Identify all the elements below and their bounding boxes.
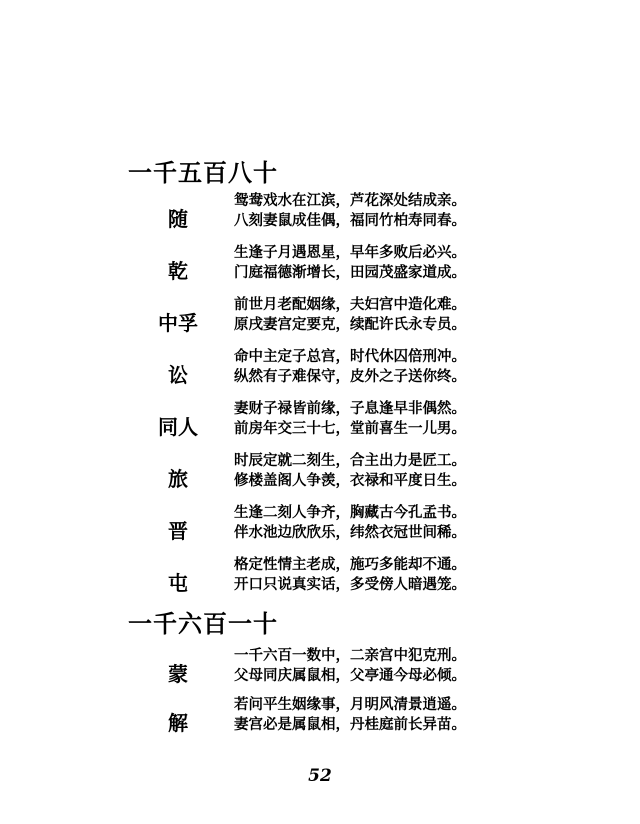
hexagram-label: 随 bbox=[168, 207, 188, 231]
verse-line-2: 八刻妻鼠成佳偶，福同竹柏寿同春。 bbox=[234, 212, 466, 229]
verse-line-1: 生逢子月遇恩星，早年多败后必兴。 bbox=[234, 244, 466, 261]
hexagram-label: 解 bbox=[168, 711, 188, 735]
verse-line-2: 修楼盖阁人争羡，衣禄和平度日生。 bbox=[234, 472, 466, 489]
entry-meng bbox=[0, 646, 640, 692]
verse-line-1: 妻财子禄皆前缘，子息逢早非偶然。 bbox=[234, 400, 466, 417]
verse-line-2: 纵然有子难保守，皮外之子送你终。 bbox=[234, 368, 466, 385]
verse-line-2: 门庭福德渐增长，田园茂盛家道成。 bbox=[234, 264, 466, 281]
verse-line-1: 鸳鸯戏水在江滨，芦花深处结成亲。 bbox=[234, 192, 466, 209]
hexagram-label: 同人 bbox=[158, 415, 198, 439]
verse-line-2: 伴水池边欣欣乐，纬然衣冠世间稀。 bbox=[234, 524, 466, 541]
entry-song bbox=[0, 347, 640, 393]
hexagram-label: 蒙 bbox=[168, 662, 188, 686]
entry-tongren bbox=[0, 399, 640, 445]
verse-line-1: 一千六百一数中，二亲宫中犯克刑。 bbox=[234, 647, 466, 664]
verse-line-1: 命中主定子总宫，时代休囚倍刑冲。 bbox=[234, 348, 466, 365]
verse-line-2: 开口只说真实话，多受傍人暗遇笼。 bbox=[234, 576, 466, 593]
verse-line-2: 前房年交三十七，堂前喜生一儿男。 bbox=[234, 420, 466, 437]
section-heading-1580: 一千五百八十 bbox=[128, 158, 278, 187]
verse-line-1: 时辰定就二刻生，合主出力是匠工。 bbox=[234, 452, 466, 469]
hexagram-label: 屯 bbox=[168, 571, 188, 595]
section-heading-1610: 一千六百一十 bbox=[128, 609, 278, 638]
entry-lv bbox=[0, 451, 640, 497]
hexagram-label: 乾 bbox=[168, 259, 188, 283]
verse-line-2: 妻宫必是属鼠相，丹桂庭前长异苗。 bbox=[234, 716, 466, 733]
entry-zhun bbox=[0, 555, 640, 601]
entry-jin bbox=[0, 503, 640, 549]
entry-sui bbox=[0, 191, 640, 237]
verse-line-2: 父母同庆属鼠相，父亭通今母必倾。 bbox=[234, 667, 466, 684]
hexagram-label: 讼 bbox=[168, 363, 188, 387]
verse-line-1: 若问平生姻缘事，月明风清景逍遥。 bbox=[234, 696, 466, 713]
verse-line-1: 生逢二刻人争齐，胸藏古今孔孟书。 bbox=[234, 504, 466, 521]
verse-line-1: 前世月老配姻缘，夫妇宫中造化难。 bbox=[234, 296, 466, 313]
verse-line-2: 原戌妻宫定要克，续配许氏永专员。 bbox=[234, 316, 466, 333]
hexagram-label: 中孚 bbox=[158, 311, 198, 335]
hexagram-label: 旅 bbox=[168, 467, 188, 491]
hexagram-label: 晋 bbox=[168, 519, 188, 543]
entry-zhongfu bbox=[0, 295, 640, 341]
verse-line-1: 格定性情主老成，施巧多能却不通。 bbox=[234, 556, 466, 573]
page-number: 52 bbox=[308, 766, 332, 786]
entry-xie bbox=[0, 695, 640, 741]
entry-qian bbox=[0, 243, 640, 289]
